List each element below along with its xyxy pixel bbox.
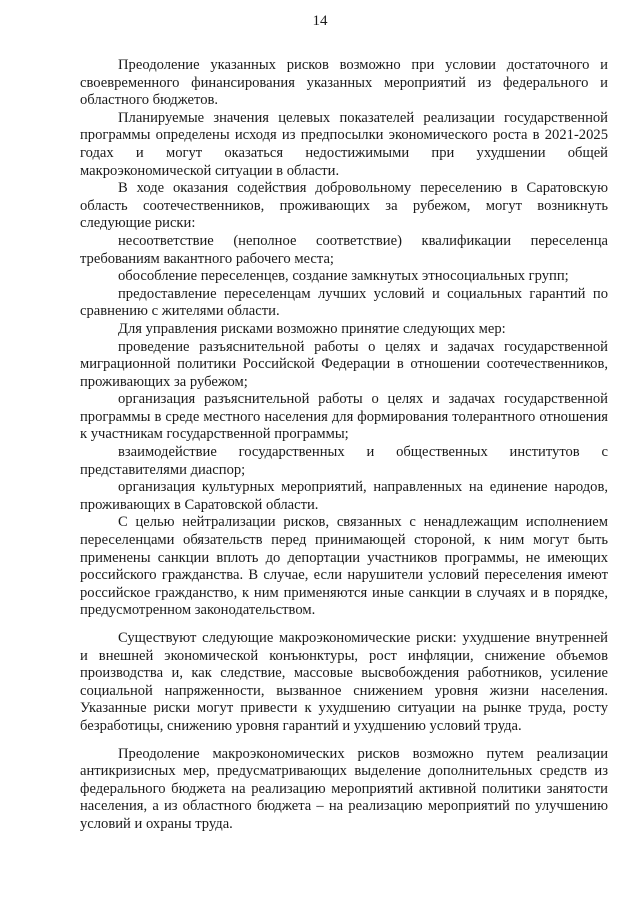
paragraph-risk-qualification: несоответствие (неполное соответствие) квалификации переселенца требованиям вакантного рабочего места; [80, 232, 608, 267]
paragraph-macro-risks: Существуют следующие макроэкономические риски: ухудшение внутренней и внешней экономической конъюнктуры, рост инфляции, снижение объемов производства и, как следствие, массовые высвобождения работников, усиление социальной напряженности, вызванное снижением уровня жизни населения. Указанные риски могут привести к ухудшению ситуации на рынке труда, росту безработицы, снижению уровня гарантий и ухудшению условий труда. [80, 630, 608, 734]
paragraph-macro-mitigation: Преодоление макроэкономических рисков возможно путем реализации антикризисных мер, предусматривающих выделение дополнительных средств из федерального бюджета на реализацию мероприятий активной политики занятости населения, а из областного бюджета – на реализацию мероприятий по улучшению условий и охраны труда. [80, 745, 608, 832]
paragraph-measure-diaspora: взаимодействие государственных и общественных институтов с представителями диаспор; [80, 444, 608, 478]
paragraph-sanctions: С целью нейтрализации рисков, связанных с ненадлежащим исполнением переселенцами обязательств перед принимающей стороной, к ним могут быть применены санкции вплоть до депортации участников программы, не имеющих российского гражданства. В случае, если нарушители условий переселения имеют российское гражданство, к ним применяются иные санкции в случаях и в порядке, предусмотренном законодательством. [80, 514, 608, 619]
document-body [80, 57, 608, 834]
paragraph-measure-explanation: проведение разъяснительной работы о целях и задачах государственной миграционной политики Российской Федерации в отношении соотечественников, проживающих за рубежом; [80, 338, 608, 390]
paragraph-measure-tolerance: организация разъяснительной работы о целях и задачах государственной программы в среде местного населения для формирования толерантного отношения к участникам государственной программы; [80, 391, 608, 443]
paragraph-financing: Преодоление указанных рисков возможно при условии достаточного и своевременного финансирования указанных мероприятий из федерального и областного бюджетов. [80, 57, 608, 109]
page-number: 14 [312, 13, 328, 29]
paragraph-risk-privileges: предоставление переселенцам лучших условий и социальных гарантий по сравнению с жителями области. [80, 285, 608, 320]
paragraph-resettlement-risks-intro: В ходе оказания содействия добровольному переселению в Саратовскую область соотечественников, проживающих за рубежом, могут возникнуть следующие риски: [80, 180, 608, 232]
paragraph-measure-culture: организация культурных мероприятий, направленных на единение народов, проживающих в Саратовской области. [80, 479, 608, 513]
paragraph-risk-isolation: обособление переселенцев, создание замкнутых этносоциальных групп; [118, 268, 569, 285]
paragraph-measures-intro: Для управления рисками возможно принятие следующих мер: [118, 320, 506, 337]
paragraph-target-indicators: Планируемые значения целевых показателей реализации государственной программы определены исходя из предпосылки экономического роста в 2021-2025 годах и могут оказаться недостижимыми при ухудшении общей макроэкономической ситуации в области. [80, 109, 608, 179]
